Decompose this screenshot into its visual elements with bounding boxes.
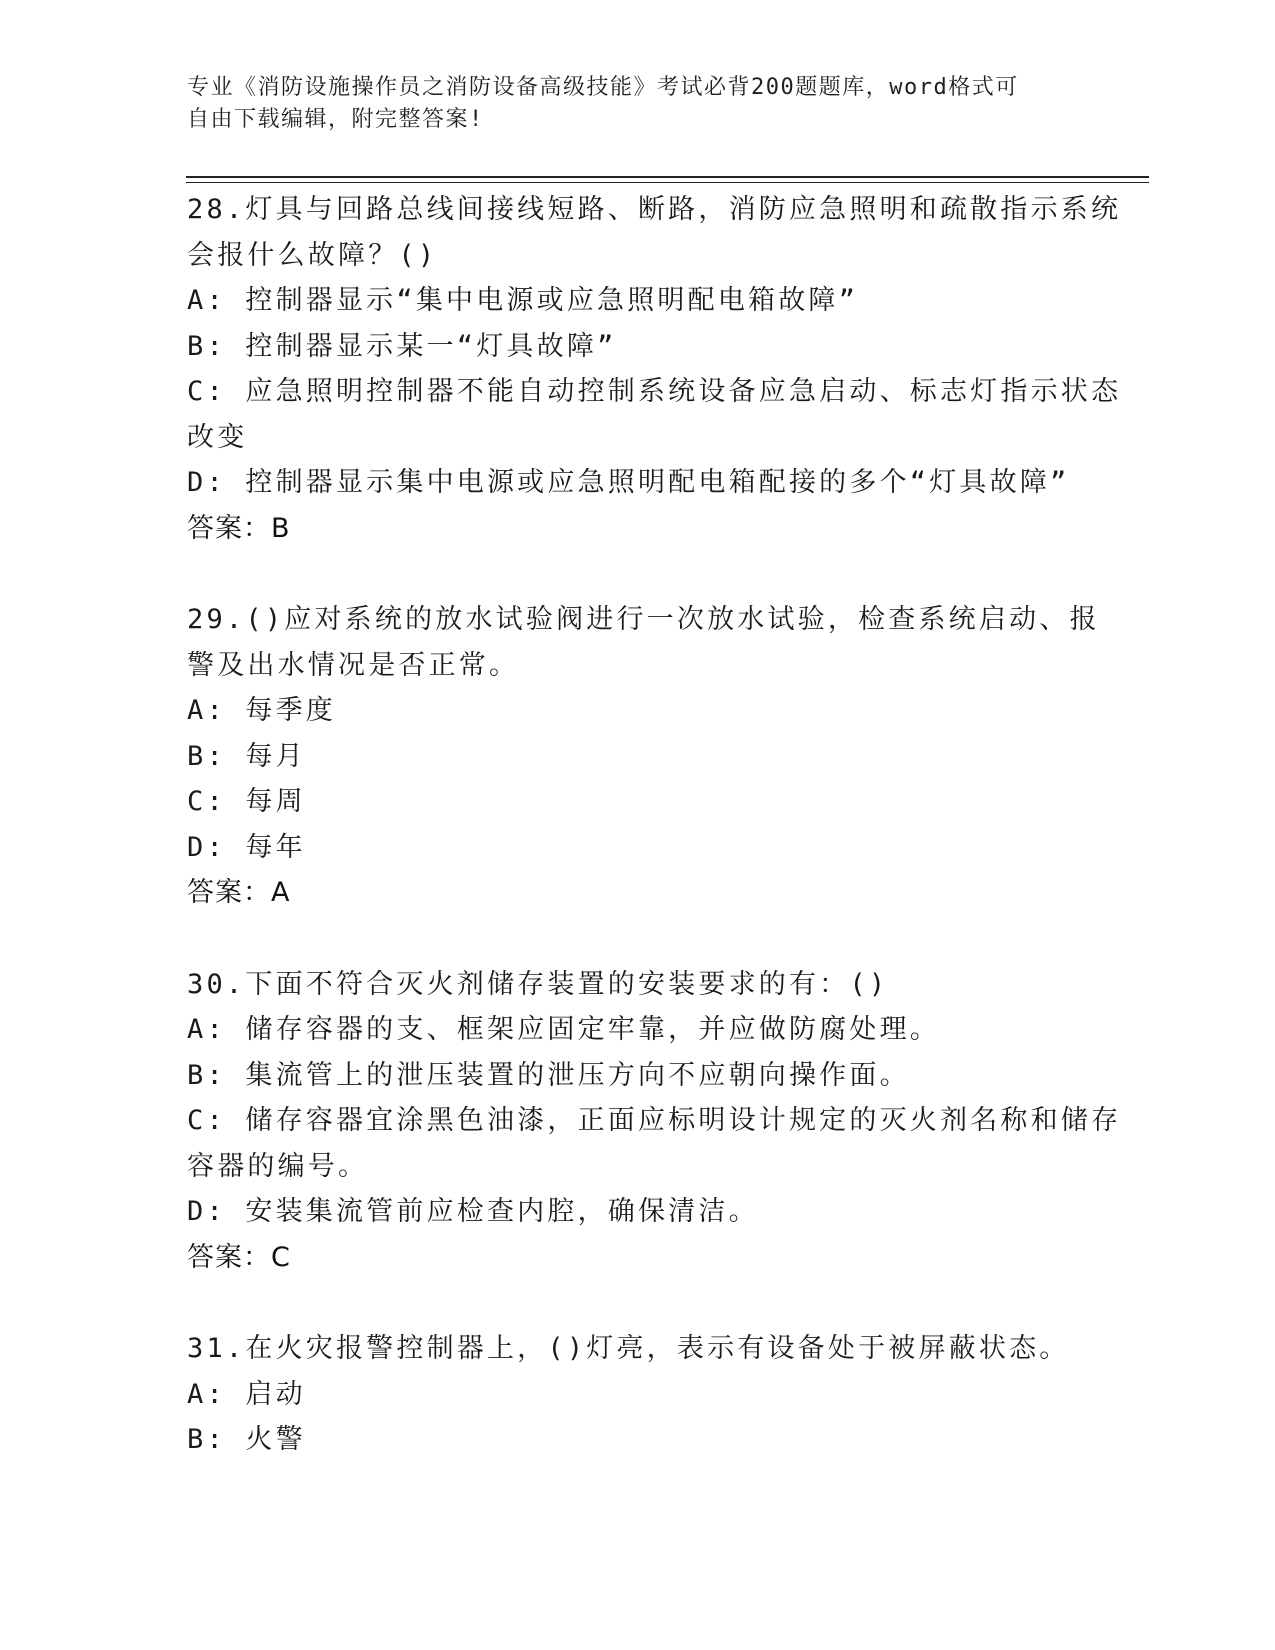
question-option: [187, 688, 1087, 734]
question-option-line: B: 每月: [187, 740, 306, 772]
question-option-line: B: 集流管上的泄压装置的泄压方向不应朝向操作面。: [187, 1059, 910, 1091]
question-option-line: 改变: [187, 421, 248, 453]
question-answer: 答案：A: [187, 877, 291, 908]
question-stem-line: 29.()应对系统的放水试验阀进行一次放水试验，检查系统启动、报: [187, 604, 1100, 635]
question-option-line: A: 启动: [187, 1378, 306, 1410]
question-option: [187, 734, 1087, 780]
question-option: [187, 1007, 1087, 1053]
question-stem: [187, 187, 1122, 278]
question-answer: 答案：B: [187, 512, 291, 544]
question-option: [187, 825, 1087, 871]
question-option: [187, 278, 1087, 324]
question-option-line: D: 每年: [187, 831, 306, 863]
question-item: [187, 962, 1122, 1281]
question-stem: [187, 597, 1100, 688]
question-option-line: C: 每周: [187, 786, 306, 817]
header-line-2: 自由下载编辑，附完整答案!: [187, 107, 484, 132]
header-divider: [186, 176, 1149, 183]
question-option-line: B: 火警: [187, 1424, 306, 1455]
question-option: [187, 369, 1122, 460]
question-item: [187, 1326, 1087, 1463]
question-option: [187, 1189, 1087, 1235]
question-option: [187, 1417, 1087, 1463]
question-stem-line: 28.灯具与回路总线间接线短路、断路，消防应急照明和疏散指示系统: [187, 194, 1122, 225]
question-option: [187, 1098, 1122, 1189]
question-option-line: A: 控制器显示“集中电源或应急照明配电箱故障”: [187, 285, 859, 316]
question-option-line: D: 安装集流管前应检查内腔，确保清洁。: [187, 1196, 759, 1227]
question-list: [187, 187, 1122, 1509]
question-stem: [187, 962, 1087, 1008]
question-stem-line: 会报什么故障？(): [187, 239, 438, 271]
question-item: [187, 597, 1100, 916]
question-stem-line: 警及出水情况是否正常。: [187, 649, 520, 681]
question-option: [187, 1053, 1087, 1099]
question-stem-line: 31.在火灾报警控制器上，()灯亮，表示有设备处于被屏蔽状态。: [187, 1333, 1070, 1364]
document-header: [187, 72, 1067, 136]
question-option: [187, 460, 1087, 506]
question-answer: 答案：C: [187, 1241, 291, 1273]
question-option-line: C: 应急照明控制器不能自动控制系统设备应急启动、标志灯指示状态: [187, 376, 1122, 407]
question-option-line: D: 控制器显示集中电源或应急照明配电箱配接的多个“灯具故障”: [187, 467, 1070, 498]
question-option-line: A: 每季度: [187, 695, 336, 726]
question-stem-line: 30.下面不符合灭火剂储存装置的安装要求的有：(): [187, 968, 889, 1000]
question-option-line: 容器的编号。: [187, 1150, 369, 1182]
header-line-1: 专业《消防设施操作员之消防设备高级技能》考试必背200题题库，word格式可: [187, 75, 1019, 100]
question-option-line: A: 储存容器的支、框架应固定牢靠，并应做防腐处理。: [187, 1014, 940, 1045]
question-option: [187, 324, 1087, 370]
question-stem: [187, 1326, 1087, 1372]
question-item: [187, 187, 1122, 551]
question-option-line: C: 储存容器宜涂黑色油漆，正面应标明设计规定的灭火剂名称和储存: [187, 1105, 1122, 1136]
question-option: [187, 779, 1087, 825]
question-option: [187, 1372, 1087, 1418]
question-option-line: B: 控制器显示某一“灯具故障”: [187, 330, 617, 362]
